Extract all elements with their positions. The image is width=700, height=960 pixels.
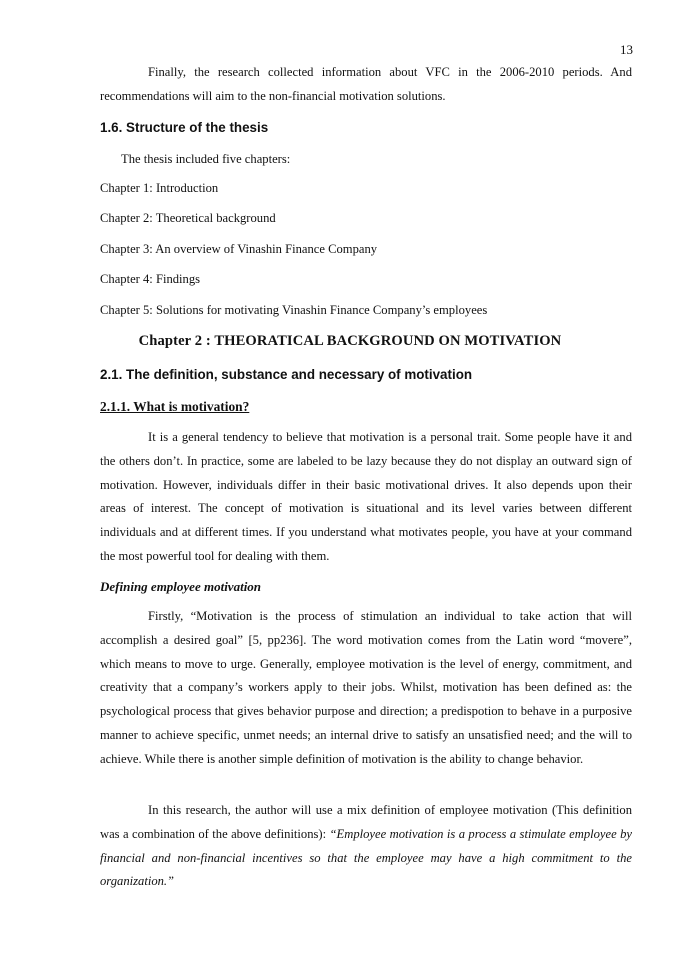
page-number: 13: [620, 42, 633, 57]
section-heading-1-6: 1.6. Structure of the thesis: [100, 120, 269, 135]
chapter-list: [100, 180, 487, 332]
intro-paragraph: Finally, the research collected information about VFC in the 2006-2010 periods. And recommendations will aim to the non-financial motivation solutions.: [100, 65, 632, 103]
definition-paragraph: Firstly, “Motivation is the process of stimulation an individual to take action that will accomplish a desired goal” [5, pp236]. The word motivation comes from the Latin word “movere”, which means to move to urge. Generally, employee motivation is the level of energy, commitment, and creativity that a company’s workers apply to their jobs. Whilst, motivation has been defined as: the psychological process that gives behavior purpose and direction; a predispotion to behave in a purposive manner to achieve specific, unmet needs; an internal drive to satisfy an unsatisfied need; and the will to achieve. While there is another simple definition of motivation is the ability to change behavior.: [100, 609, 632, 766]
chapter-title: Chapter 2 : THEORATICAL BACKGROUND ON MOTIVATION: [138, 333, 562, 349]
definition-quote: “Employee motivation is a process a stimulate employee by financial and non-financial incentives so that the employee may have a high commitment to the organization.”: [100, 826, 632, 889]
mixed-definition-paragraph: [100, 799, 632, 894]
chapter-list-item: Chapter 1: Introduction: [100, 181, 219, 195]
motivation-paragraph: It is a general tendency to believe that motivation is a personal trait. Some people have it and the others don’t. In practice, some are labeled to be lazy because they do not display an outward sign of motivation. However, individuals differ in their basic motivational drives. It also depends upon their areas of interest. The concept of motivation is situational and its level varies between different individuals and at different times. If you understand what motivates people, you have at your command the most powerful tool for dealing with them.: [100, 430, 632, 563]
chapter-list-item: Chapter 5: Solutions for motivating Vinashin Finance Company’s employees: [100, 302, 488, 317]
section-heading-2-1: 2.1. The definition, substance and necessary of motivation: [100, 367, 473, 382]
chapters-lead: The thesis included five chapters:: [121, 152, 291, 166]
chapter-list-item: Chapter 3: An overview of Vinashin Finance Company: [100, 241, 378, 256]
chapter-list-item: Chapter 4: Findings: [100, 272, 201, 287]
chapter-list-item: Chapter 2: Theoretical background: [100, 211, 276, 226]
mixed-definition-lead: In this research, the author will use a mix definition of employee motivation (This definition was a combination of the above definitions):: [100, 803, 632, 841]
subheading-defining-motivation: Defining employee motivation: [100, 579, 262, 594]
section-heading-2-1-1: 2.1.1. What is motivation?: [100, 399, 250, 414]
